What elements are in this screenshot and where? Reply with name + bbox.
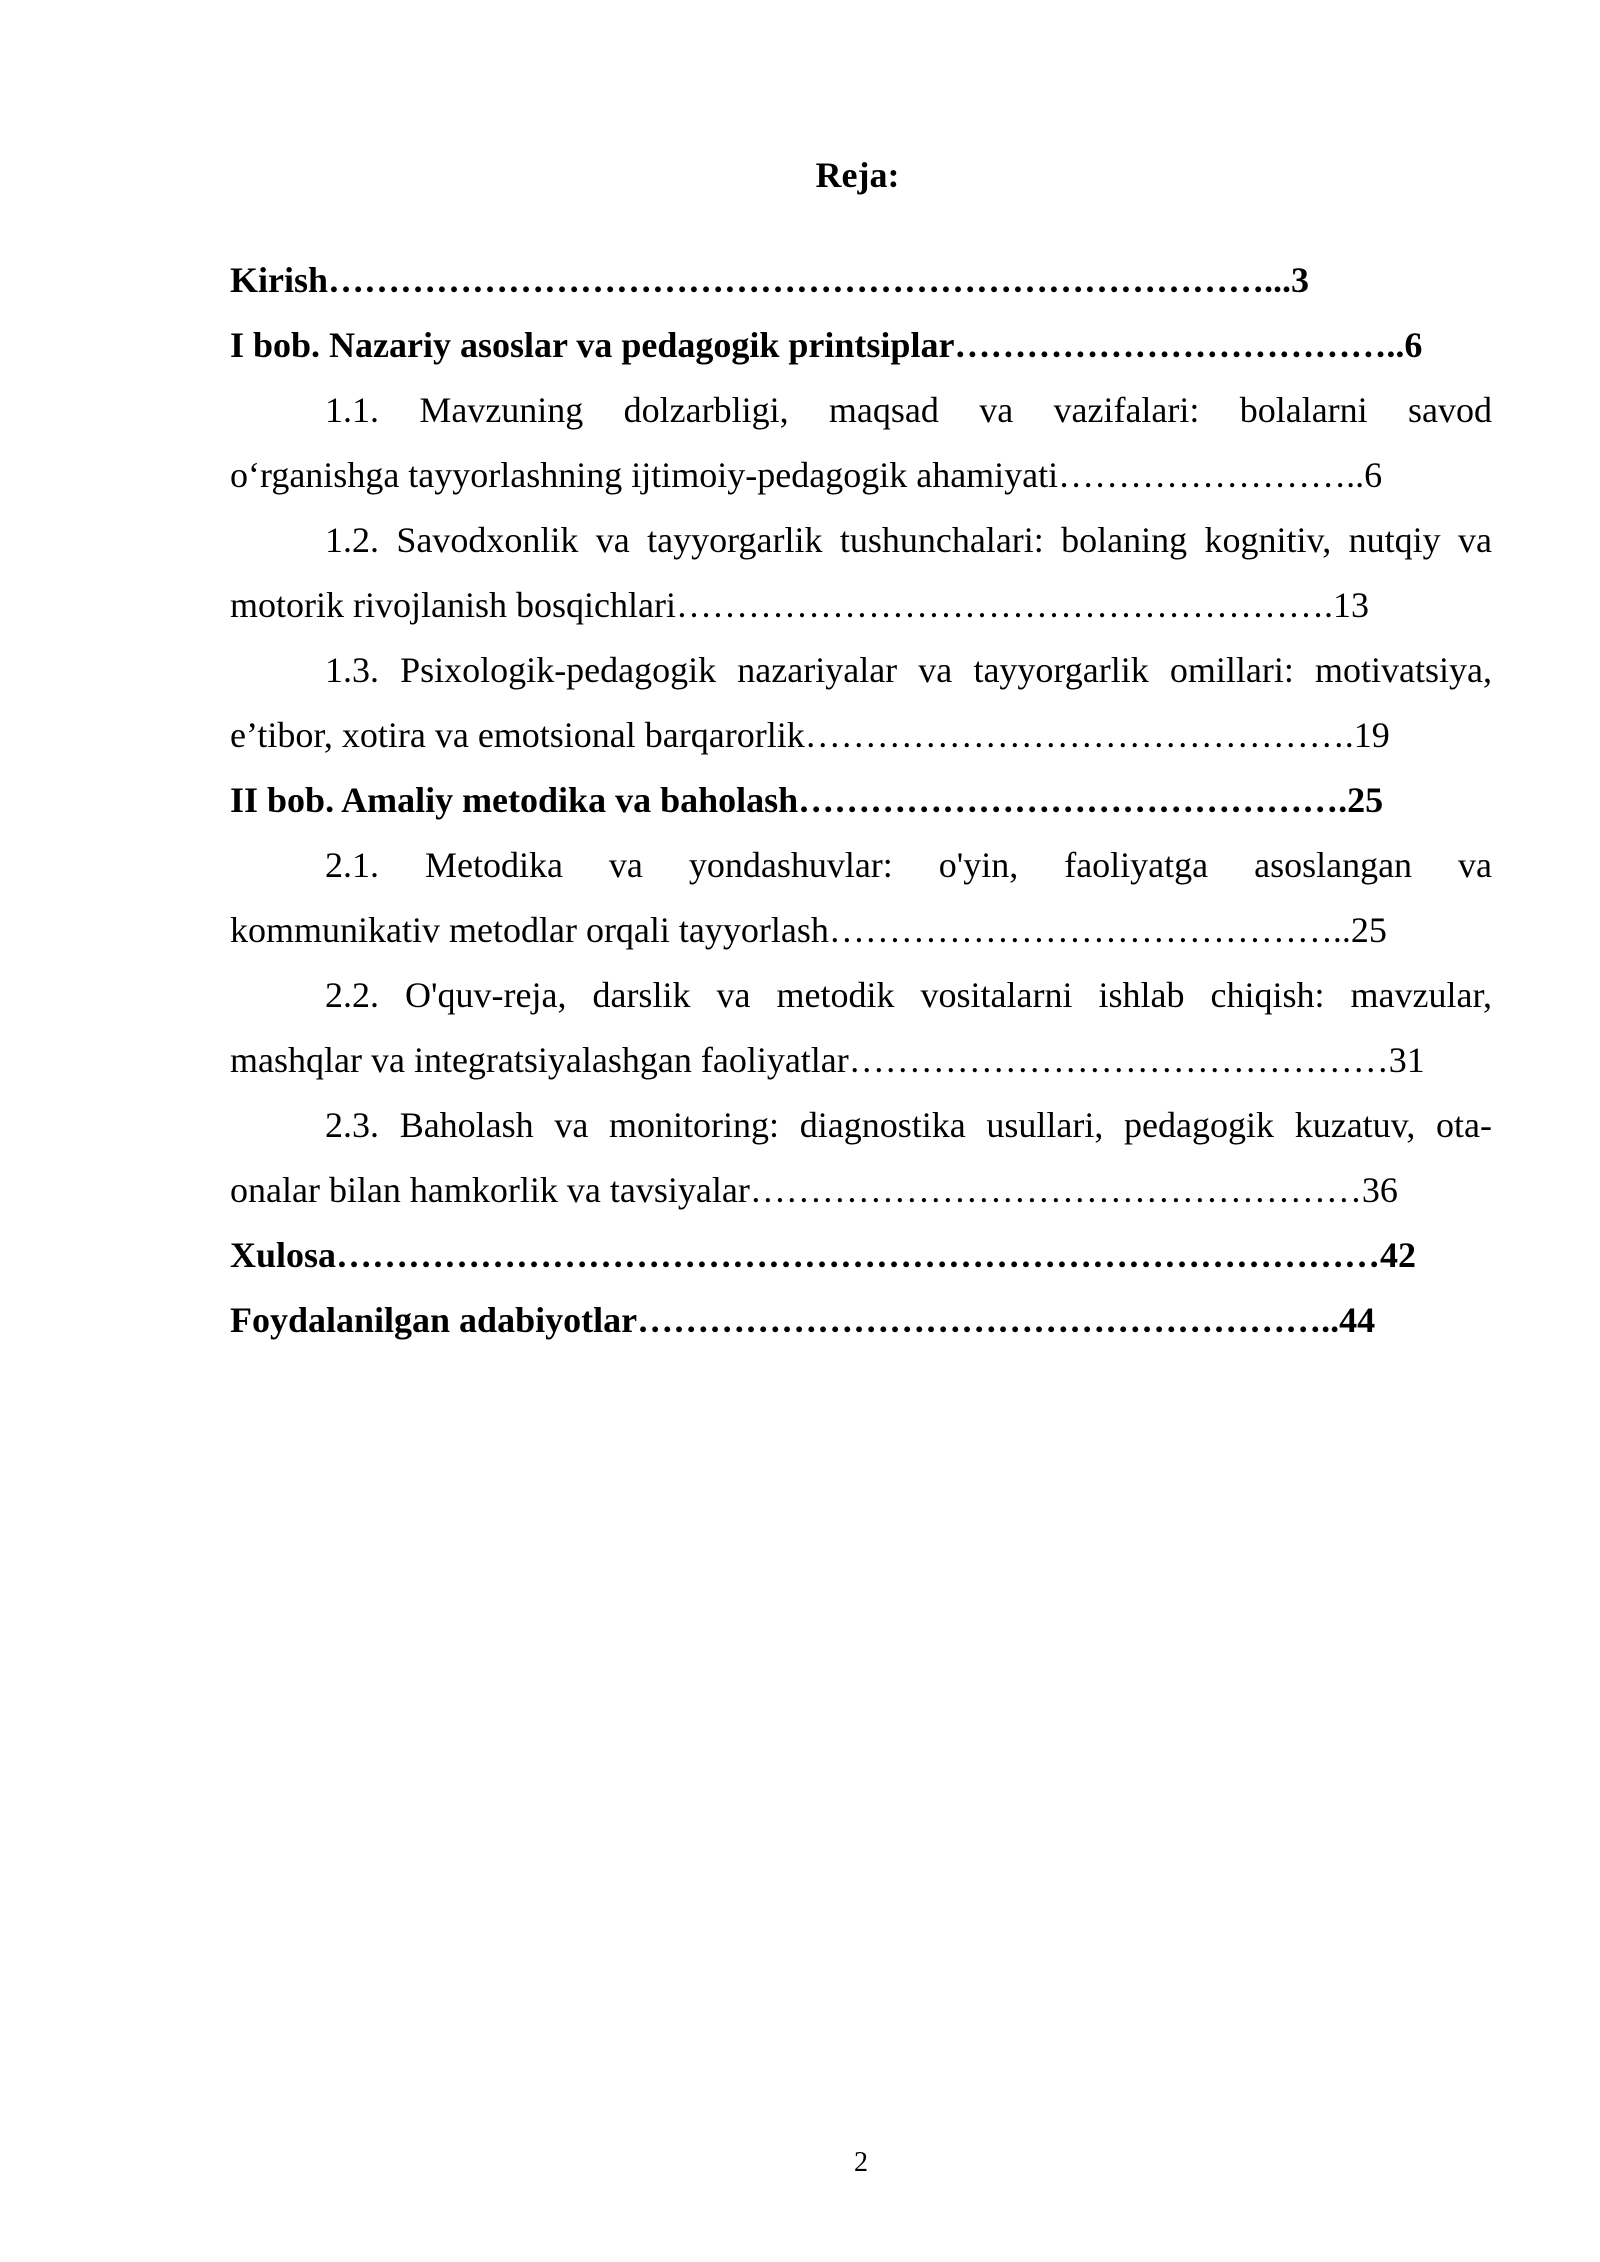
toc-entry-section-2-2-line-1: 2.2. O'quv-reja, darslik va metodik vositalarni ishlab chiqish: mavzular, xyxy=(325,975,1492,1015)
toc-entry-section-1-1-line-1: 1.1. Mavzuning dolzarbligi, maqsad va vazifalari: bolalarni savod xyxy=(325,390,1492,430)
table-of-contents xyxy=(230,248,1492,1353)
toc-entry-kirish: Kirish……………………………………………………………………...3 xyxy=(230,260,1310,300)
toc-entry-section-2-1-line-2: kommunikativ metodlar orqali tayyorlash……………………………………..25 xyxy=(230,910,1387,950)
toc-entry-section-2-3-line-2: onalar bilan hamkorlik va tavsiyalar……………………………………………36 xyxy=(230,1170,1398,1210)
toc-entry-section-1-1-line-2: o‘rganishga tayyorlashning ijtimoiy-pedagogik ahamiyati……………………..6 xyxy=(230,455,1383,495)
toc-entry-bibliography: Foydalanilgan adabiyotlar…………………………………………………..44 xyxy=(230,1300,1376,1340)
toc-entry-section-1-2-line-2: motorik rivojlanish bosqichlari……………………………………………….13 xyxy=(230,585,1369,625)
toc-entry-section-2-2-line-2: mashqlar va integratsiyalashgan faoliyatlar………………………………………31 xyxy=(230,1040,1425,1080)
toc-entry-chapter-1: I bob. Nazariy asoslar va pedagogik printsiplar………………………………..6 xyxy=(230,325,1423,365)
toc-entry-section-2-3-line-1: 2.3. Baholash va monitoring: diagnostika usullari, pedagogik kuzatuv, ota- xyxy=(325,1105,1492,1145)
page-number: 2 xyxy=(854,2147,868,2178)
toc-entry-xulosa: Xulosa……………………………………………………………………………42 xyxy=(230,1235,1417,1275)
toc-entry-chapter-2: II bob. Amaliy metodika va baholash……………………………………….25 xyxy=(230,780,1384,820)
toc-entry-section-1-3-line-1: 1.3. Psixologik-pedagogik nazariyalar va tayyorgarlik omillari: motivatsiya, xyxy=(325,650,1492,690)
toc-entry-section-2-1-line-1: 2.1. Metodika va yondashuvlar: o'yin, faoliyatga asoslangan va xyxy=(325,845,1492,885)
toc-entry-section-1-3-line-2: e’tibor, xotira va emotsional barqarorlik……………………………………….19 xyxy=(230,715,1390,755)
toc-entry-section-1-2-line-1: 1.2. Savodxonlik va tayyorgarlik tushunchalari: bolaning kognitiv, nutqiy va xyxy=(325,520,1492,560)
document-title: Reja: xyxy=(815,155,900,195)
